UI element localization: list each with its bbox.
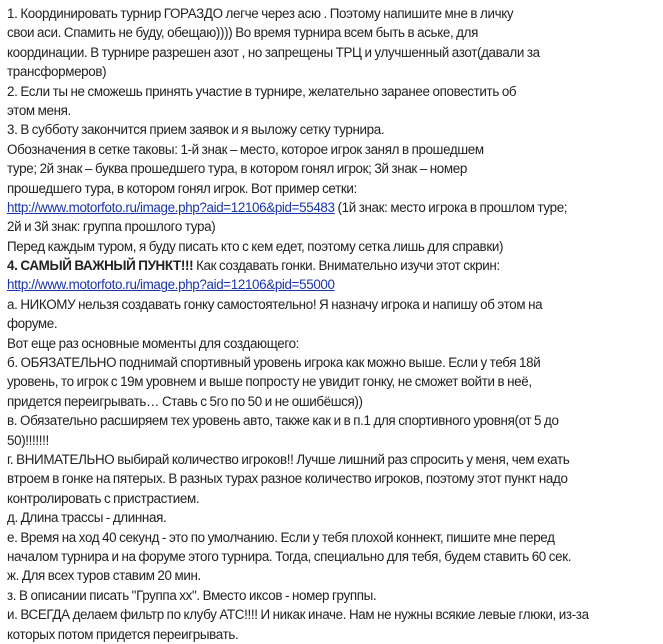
- text-line: [7, 469, 663, 488]
- text-segment: 2. Если ты не сможешь принять участие в турнире, желательно заранее оповестить об: [7, 83, 517, 99]
- text-line: [7, 605, 663, 624]
- text-segment: и. ВСЕГДА делаем фильтр по клубу АТС!!!! И никак иначе. Нам не нужны всякие левые глюки, из-за: [7, 607, 589, 623]
- text-segment: г. ВНИМАТЕЛЬНО выбирай количество игроков!! Лучше лишний раз спросить у меня, чем ехать: [7, 451, 570, 467]
- text-segment: Перед каждым туром, я буду писать кто с кем едет, поэтому сетка лишь для справки): [7, 238, 504, 254]
- hyperlink[interactable]: http://www.motorfoto.ru/image.php?aid=12106&pid=55483: [7, 199, 335, 215]
- text-segment: 1. Координировать турнир ГОРАЗДО легче через асю . Поэтому напишите мне в личку: [7, 6, 514, 21]
- text-line: [7, 217, 663, 236]
- text-line: [7, 179, 663, 198]
- text-segment: 3. В субботу закончится прием заявок и я выложу сетку турнира.: [7, 122, 385, 138]
- text-line: [7, 431, 663, 450]
- text-segment: контролировать с пристрастием.: [7, 490, 200, 506]
- text-segment: началом турнира и на форуме этого турнира. Тогда, специально для тебя, будем ставить 60 сек.: [7, 548, 572, 564]
- text-line: [7, 198, 663, 217]
- text-segment: д. Длина трассы - длинная.: [7, 510, 167, 526]
- text-segment: координации. В турнире разрешен азот , но запрещены ТРЦ и улучшенный азот(давали за: [7, 44, 540, 60]
- text-line: [7, 62, 663, 81]
- text-segment: придется переигрывать… Ставь с 5го по 50 и не ошибёшся)): [7, 393, 363, 409]
- text-segment: туре; 2й знак – буква прошедшего тура, в котором гонял игрок; 3й знак – номер: [7, 161, 467, 177]
- text-segment: 50)!!!!!!!: [7, 432, 49, 448]
- text-line: [7, 353, 663, 372]
- text-segment: Как создавать гонки. Внимательно изучи этот скрин:: [193, 258, 500, 274]
- text-segment: втроем в гонке на пятерых. В разных турах разное количество игроков, поэтому этот пункт надо: [7, 471, 568, 487]
- text-segment: (1й знак: место игрока в прошлом туре;: [334, 199, 568, 215]
- text-line: [7, 237, 663, 256]
- text-line: [7, 120, 663, 139]
- text-line: [7, 314, 663, 333]
- text-segment: з. В описании писать "Группа хх". Вместо иксов - номер группы.: [7, 587, 377, 603]
- text-segment: Вот еще раз основные моменты для создающего:: [7, 335, 300, 351]
- text-segment: которых потом придется переигрывать.: [7, 626, 239, 642]
- text-segment: свои аси. Спамить не буду, обещаю)))) Во время турнира всем быть в аське, для: [7, 25, 479, 41]
- text-line: [7, 101, 663, 120]
- text-segment: а. НИКОМУ нельзя создавать гонку самостоятельно! Я назначу игрока и напишу об этом на: [7, 296, 543, 312]
- text-segment: 2й и 3й знак: группа прошлого тура): [7, 219, 216, 235]
- text-line: [7, 547, 663, 566]
- text-line: [7, 528, 663, 547]
- text-segment: Обозначения в сетке таковы: 1-й знак – место, которое игрок занял в прошедшем: [7, 141, 484, 157]
- text-segment: е. Время на ход 40 секунд - это по умолчанию. Если у тебя плохой коннект, пишите мне перед: [7, 529, 555, 545]
- text-line: [7, 82, 663, 101]
- text-segment: прошедшего тура, в котором гонял игрок. Вот пример сетки:: [7, 180, 357, 196]
- text-line: [7, 586, 663, 605]
- text-line: [7, 392, 663, 411]
- text-segment: форуме.: [7, 316, 58, 332]
- text-line: [7, 411, 663, 430]
- text-segment: трансформеров): [7, 64, 107, 80]
- text-line: [7, 508, 663, 527]
- text-segment: б. ОБЯЗАТЕЛЬНО поднимай спортивный уровень игрока как можно выше. Если у тебя 18й: [7, 355, 541, 371]
- text-line: [7, 23, 663, 42]
- text-line: [7, 256, 663, 275]
- text-segment: этом меня.: [7, 102, 71, 118]
- bold-heading-text: 4. САМЫЙ ВАЖНЫЙ ПУНКТ!!!: [7, 258, 194, 274]
- hyperlink[interactable]: http://www.motorfoto.ru/image.php?aid=12106&pid=55000: [7, 277, 335, 293]
- text-line: [7, 275, 663, 294]
- text-line: [7, 4, 663, 23]
- text-line: [7, 372, 663, 391]
- text-line: [7, 43, 663, 62]
- text-line: [7, 159, 663, 178]
- text-line: [7, 625, 663, 644]
- text-line: [7, 566, 663, 585]
- text-segment: в. Обязательно расширяем тех уровень авто, также как и в п.1 для спортивного уровня(от 5 до: [7, 413, 559, 429]
- text-line: [7, 489, 663, 508]
- text-segment: ж. Для всех туров ставим 20 мин.: [7, 568, 201, 584]
- text-segment: уровень, то игрок с 19м уровнем и выше попросту не увидит гонку, не сможет войти в неё,: [7, 374, 532, 390]
- text-line: [7, 140, 663, 159]
- text-line: [7, 295, 663, 314]
- text-line: [7, 334, 663, 353]
- text-line: [7, 450, 663, 469]
